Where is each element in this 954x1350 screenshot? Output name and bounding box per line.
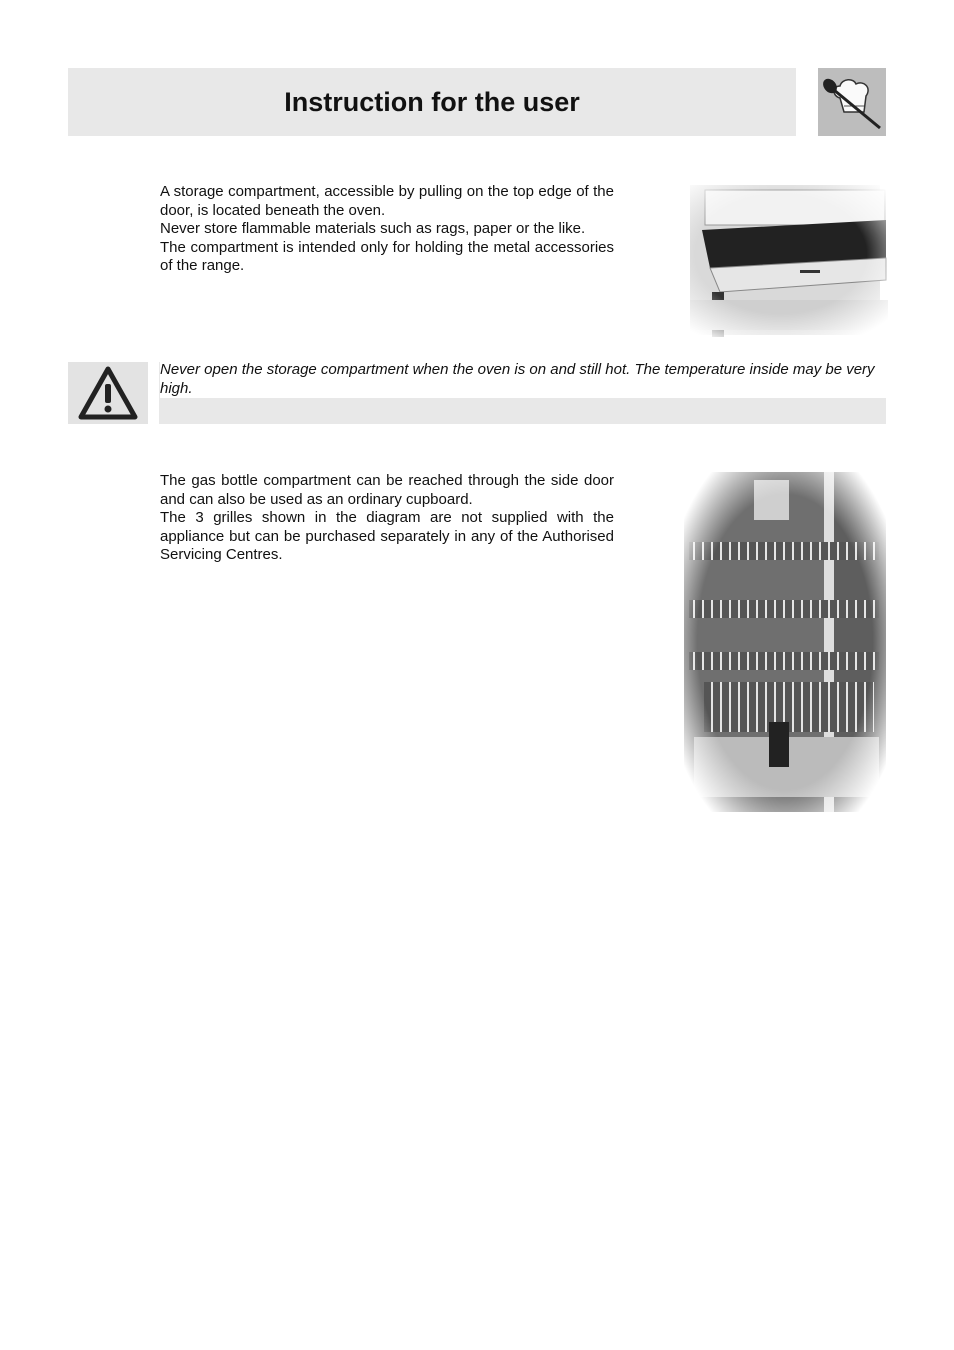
gas-paragraph-2: The 3 grilles shown in the diagram are not supplied with the appliance but can be purchased separately in any of the Authorised Servicing Centres. [160, 509, 614, 563]
gas-paragraph-1: The gas bottle compartment can be reached through the side door and can also be used as an ordinary cupboard. [160, 472, 614, 508]
warning-text: Never open the storage compartment when the oven is on and still hot. The temperature inside may be very high. [160, 361, 888, 398]
storage-paragraph-3: The compartment is intended only for holding the metal accessories of the range. [160, 238, 614, 274]
gas-bottle-compartment-photo [684, 472, 886, 812]
storage-paragraph-2: Never store flammable materials such as rags, paper or the like. [160, 220, 586, 237]
gas-bottle-compartment-text [160, 472, 614, 565]
page-title: Instruction for the user [284, 86, 580, 117]
warning-icon-panel [68, 362, 148, 424]
page-header [68, 68, 796, 136]
warning-triangle-icon [77, 364, 139, 422]
storage-compartment-text [160, 183, 614, 276]
storage-paragraph-1: A storage compartment, accessible by pulling on the top edge of the door, is located beneath the oven. [160, 183, 614, 219]
chef-hat-spoon-icon [818, 68, 886, 136]
storage-compartment-photo [650, 180, 888, 345]
